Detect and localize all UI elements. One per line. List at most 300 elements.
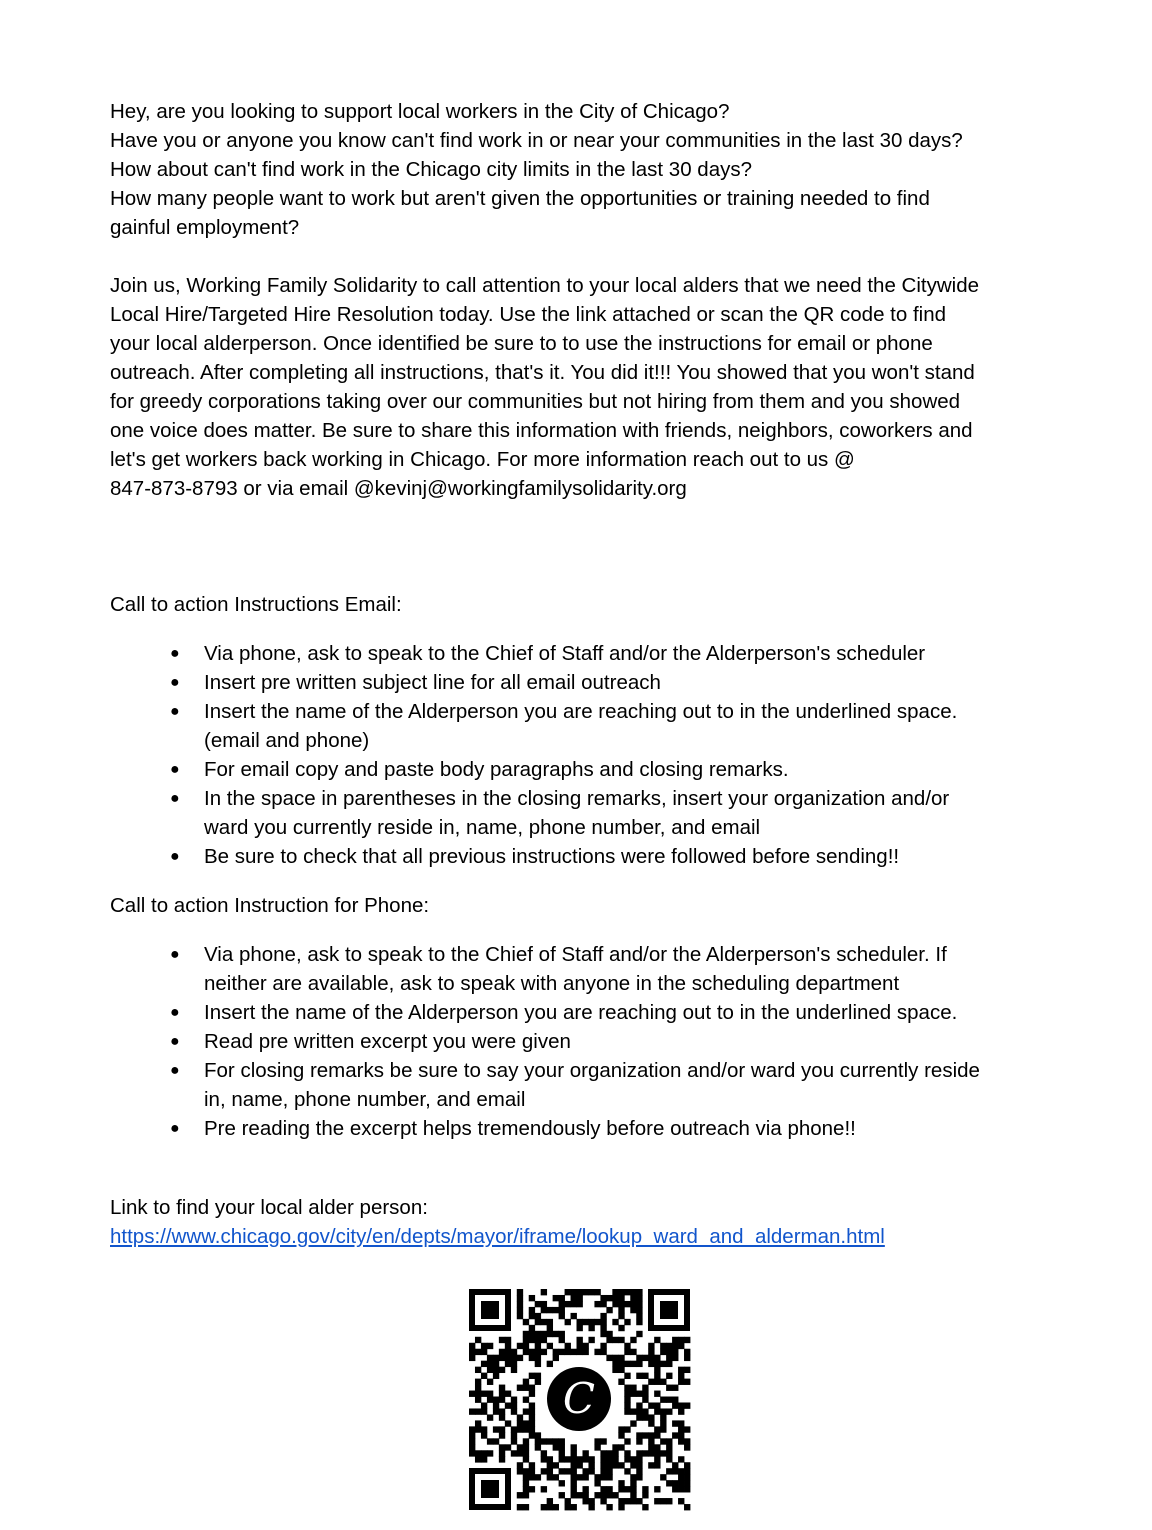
- qr-module: [517, 1307, 523, 1313]
- qr-module: [475, 1397, 481, 1403]
- qr-module: [630, 1486, 636, 1492]
- qr-module: [499, 1432, 505, 1438]
- qr-module: [559, 1492, 565, 1498]
- qr-module: [547, 1331, 553, 1337]
- qr-module: [606, 1295, 612, 1301]
- qr-module: [636, 1373, 642, 1379]
- qr-module: [618, 1432, 624, 1438]
- qr-module: [648, 1444, 654, 1450]
- intro-line: How about can't find work in the Chicago city limits in the last 30 days?: [110, 158, 753, 181]
- qr-module: [594, 1289, 600, 1295]
- qr-module: [529, 1468, 535, 1474]
- qr-module: [553, 1444, 559, 1450]
- qr-center-logo: [539, 1359, 619, 1439]
- qr-module: [678, 1420, 684, 1426]
- qr-module: [612, 1361, 618, 1367]
- qr-module: [582, 1349, 588, 1355]
- intro-paragraph: [110, 97, 1050, 242]
- qr-module: [600, 1474, 606, 1480]
- list-item-text: Read pre written excerpt you were given: [204, 1030, 571, 1053]
- qr-module: [606, 1492, 612, 1498]
- qr-module: [666, 1480, 672, 1486]
- qr-module: [571, 1492, 577, 1498]
- qr-module: [517, 1420, 523, 1426]
- qr-module: [612, 1355, 618, 1361]
- join-line: outreach. After completing all instructions, that's it. You did it!!! You showed that you won't stand: [110, 361, 975, 384]
- qr-module: [630, 1385, 636, 1391]
- list-item-text: Insert the name of the Alderperson you are reaching out to in the underlined space.: [204, 700, 958, 723]
- qr-module: [475, 1367, 481, 1373]
- qr-finder-bottom-left: [469, 1468, 511, 1510]
- bullet-icon: ●: [170, 946, 180, 963]
- qr-module: [666, 1373, 672, 1379]
- qr-module: [571, 1468, 577, 1474]
- qr-module: [523, 1379, 529, 1385]
- qr-module: [493, 1367, 499, 1373]
- qr-module: [606, 1462, 612, 1468]
- qr-module: [505, 1355, 511, 1361]
- qr-module: [535, 1319, 541, 1325]
- qr-module: [612, 1295, 618, 1301]
- qr-module: [493, 1408, 499, 1414]
- qr-module: [529, 1331, 535, 1337]
- qr-module: [612, 1337, 618, 1343]
- document-page: [110, 97, 1050, 1251]
- qr-code-image: [467, 1287, 692, 1512]
- qr-module: [624, 1391, 630, 1397]
- qr-module: [588, 1498, 594, 1504]
- qr-module: [535, 1331, 541, 1337]
- qr-module: [678, 1343, 684, 1349]
- qr-module: [624, 1373, 630, 1379]
- qr-module: [612, 1319, 618, 1325]
- qr-module: [529, 1373, 535, 1379]
- join-line: one voice does matter. Be sure to share this information with friends, neighbors, coworkers and: [110, 419, 973, 442]
- qr-module: [559, 1301, 565, 1307]
- qr-module: [487, 1361, 493, 1367]
- qr-module: [523, 1337, 529, 1343]
- qr-module: [499, 1391, 505, 1397]
- list-item: [110, 842, 1050, 871]
- qr-module: [553, 1355, 559, 1361]
- bullet-icon: ●: [170, 1062, 180, 1079]
- qr-module: [618, 1504, 624, 1510]
- qr-module: [672, 1480, 678, 1486]
- qr-module: [630, 1456, 636, 1462]
- qr-module: [469, 1391, 475, 1397]
- qr-module: [678, 1456, 684, 1462]
- qr-module: [505, 1343, 511, 1349]
- qr-module: [612, 1367, 618, 1373]
- qr-module: [481, 1373, 487, 1379]
- qr-module: [600, 1349, 606, 1355]
- qr-module: [612, 1456, 618, 1462]
- qr-module: [618, 1289, 624, 1295]
- qr-module: [469, 1408, 475, 1414]
- qr-module: [541, 1289, 547, 1295]
- qr-module: [600, 1325, 606, 1331]
- qr-module: [618, 1498, 624, 1504]
- qr-module: [618, 1307, 624, 1313]
- qr-module: [660, 1420, 666, 1426]
- qr-module: [529, 1295, 535, 1301]
- qr-module: [511, 1402, 517, 1408]
- qr-module: [594, 1444, 600, 1450]
- qr-module: [660, 1474, 666, 1480]
- qr-module: [547, 1462, 553, 1468]
- qr-module: [606, 1331, 612, 1337]
- email-instructions-list: [110, 639, 1050, 871]
- list-item-text: Insert pre written subject line for all email outreach: [204, 671, 661, 694]
- qr-module: [654, 1355, 660, 1361]
- qr-module: [618, 1313, 624, 1319]
- qr-module: [672, 1385, 678, 1391]
- qr-module: [660, 1414, 666, 1420]
- qr-module: [571, 1486, 577, 1492]
- qr-module: [648, 1462, 654, 1468]
- list-item: [110, 1027, 1050, 1056]
- qr-module: [600, 1450, 606, 1456]
- qr-module: [630, 1349, 636, 1355]
- qr-module: [666, 1385, 672, 1391]
- qr-module: [600, 1313, 606, 1319]
- qr-module: [630, 1462, 636, 1468]
- qr-module: [565, 1289, 571, 1295]
- qr-module: [582, 1468, 588, 1474]
- qr-module: [672, 1462, 678, 1468]
- bullet-icon: ●: [170, 761, 180, 778]
- qr-module: [469, 1444, 475, 1450]
- qr-module: [541, 1450, 547, 1456]
- qr-module: [481, 1402, 487, 1408]
- qr-module: [511, 1432, 517, 1438]
- qr-module: [624, 1450, 630, 1456]
- qr-module: [529, 1402, 535, 1408]
- list-item-text: For closing remarks be sure to say your organization and/or ward you currently reside: [204, 1059, 980, 1082]
- qr-module: [535, 1474, 541, 1480]
- bullet-icon: ●: [170, 848, 180, 865]
- qr-module: [654, 1408, 660, 1414]
- qr-module: [624, 1289, 630, 1295]
- qr-module: [487, 1450, 493, 1456]
- qr-module: [600, 1331, 606, 1337]
- qr-module: [499, 1456, 505, 1462]
- qr-module: [577, 1462, 583, 1468]
- qr-module: [547, 1438, 553, 1444]
- qr-module: [624, 1319, 630, 1325]
- qr-module: [588, 1462, 594, 1468]
- qr-module: [571, 1313, 577, 1319]
- qr-module: [624, 1456, 630, 1462]
- qr-module: [594, 1349, 600, 1355]
- bullet-icon: ●: [170, 1004, 180, 1021]
- qr-module: [624, 1426, 630, 1432]
- qr-module: [654, 1462, 660, 1468]
- qr-module: [660, 1379, 666, 1385]
- qr-module: [588, 1468, 594, 1474]
- list-item-text: in, name, phone number, and email: [204, 1088, 526, 1111]
- list-item-text: (email and phone): [204, 729, 370, 752]
- qr-module: [475, 1456, 481, 1462]
- qr-module: [511, 1438, 517, 1444]
- qr-module: [523, 1486, 529, 1492]
- qr-module: [559, 1456, 565, 1462]
- qr-module: [565, 1301, 571, 1307]
- qr-module: [624, 1349, 630, 1355]
- qr-module: [606, 1307, 612, 1313]
- qr-module: [499, 1367, 505, 1373]
- qr-module: [499, 1444, 505, 1450]
- qr-module: [648, 1343, 654, 1349]
- email-instructions-heading: Call to action Instructions Email:: [110, 593, 402, 616]
- qr-module: [523, 1331, 529, 1337]
- qr-module: [636, 1450, 642, 1456]
- qr-module: [577, 1325, 583, 1331]
- qr-module: [666, 1438, 672, 1444]
- qr-module: [559, 1438, 565, 1444]
- qr-module: [541, 1331, 547, 1337]
- qr-module: [660, 1438, 666, 1444]
- qr-module: [582, 1474, 588, 1480]
- qr-module: [606, 1468, 612, 1474]
- qr-module: [577, 1343, 583, 1349]
- alderperson-lookup-link[interactable]: https://www.chicago.gov/city/en/depts/mayor/iframe/lookup_ward_and_alderman.html: [110, 1225, 885, 1248]
- qr-module: [642, 1355, 648, 1361]
- qr-module: [577, 1295, 583, 1301]
- qr-module: [636, 1438, 642, 1444]
- qr-module: [547, 1498, 553, 1504]
- qr-module: [505, 1349, 511, 1355]
- qr-module: [553, 1307, 559, 1313]
- qr-module: [660, 1397, 666, 1403]
- qr-module: [529, 1313, 535, 1319]
- qr-module: [535, 1379, 541, 1385]
- qr-module: [553, 1438, 559, 1444]
- qr-module: [517, 1295, 523, 1301]
- qr-module: [654, 1456, 660, 1462]
- list-item-text: Be sure to check that all previous instructions were followed before sending!!: [204, 845, 900, 868]
- bullet-icon: ●: [170, 1033, 180, 1050]
- list-item-text: Via phone, ask to speak to the Chief of Staff and/or the Alderperson's scheduler. If: [204, 943, 947, 966]
- bullet-icon: ●: [170, 1120, 180, 1137]
- qr-module: [666, 1408, 672, 1414]
- qr-module: [630, 1295, 636, 1301]
- qr-module: [553, 1295, 559, 1301]
- qr-module: [523, 1397, 529, 1403]
- qr-module: [642, 1414, 648, 1420]
- qr-module: [630, 1408, 636, 1414]
- qr-module: [481, 1450, 487, 1456]
- qr-module: [636, 1402, 642, 1408]
- join-line: 847-873-8793 or via email @kevinj@workingfamilysolidarity.org: [110, 477, 687, 500]
- qr-module: [475, 1385, 481, 1391]
- qr-module: [577, 1349, 583, 1355]
- qr-module: [606, 1486, 612, 1492]
- qr-module: [630, 1337, 636, 1343]
- qr-module: [535, 1444, 541, 1450]
- qr-module: [541, 1456, 547, 1462]
- qr-module: [571, 1462, 577, 1468]
- qr-module: [648, 1361, 654, 1367]
- intro-line: How many people want to work but aren't given the opportunities or training needed to find: [110, 187, 930, 210]
- list-item: [110, 1056, 1050, 1114]
- qr-module: [684, 1474, 690, 1480]
- qr-module: [475, 1426, 481, 1432]
- qr-module: [565, 1456, 571, 1462]
- qr-module: [648, 1355, 654, 1361]
- qr-module: [606, 1450, 612, 1456]
- qr-module: [636, 1295, 642, 1301]
- qr-module: [636, 1319, 642, 1325]
- list-item-text: In the space in parentheses in the closing remarks, insert your organization and/or: [204, 787, 950, 810]
- qr-module: [618, 1301, 624, 1307]
- list-item: [110, 755, 1050, 784]
- qr-module: [523, 1504, 529, 1510]
- qr-module: [577, 1337, 583, 1343]
- qr-module: [475, 1349, 481, 1355]
- qr-module: [469, 1343, 475, 1349]
- qr-module: [582, 1289, 588, 1295]
- qr-module: [571, 1289, 577, 1295]
- qr-module: [618, 1325, 624, 1331]
- bullet-icon: ●: [170, 703, 180, 720]
- qr-module: [642, 1373, 648, 1379]
- qr-module: [535, 1343, 541, 1349]
- qr-module: [612, 1462, 618, 1468]
- qr-finder-top-right: [648, 1289, 690, 1331]
- qr-module: [660, 1408, 666, 1414]
- qr-module: [648, 1438, 654, 1444]
- qr-module: [565, 1498, 571, 1504]
- qr-module: [672, 1397, 678, 1403]
- qr-module: [594, 1474, 600, 1480]
- bullet-icon: ●: [170, 674, 180, 691]
- qr-module: [547, 1474, 553, 1480]
- qr-module: [648, 1379, 654, 1385]
- qr-module: [553, 1474, 559, 1480]
- qr-module: [654, 1391, 660, 1397]
- bullet-icon: ●: [170, 645, 180, 662]
- qr-module: [499, 1450, 505, 1456]
- qr-module: [535, 1373, 541, 1379]
- qr-module: [618, 1444, 624, 1450]
- qr-module: [517, 1462, 523, 1468]
- qr-module: [559, 1313, 565, 1319]
- qr-module: [672, 1486, 678, 1492]
- qr-module: [475, 1391, 481, 1397]
- qr-module: [499, 1385, 505, 1391]
- qr-module: [523, 1468, 529, 1474]
- qr-module: [529, 1426, 535, 1432]
- qr-module: [612, 1444, 618, 1450]
- qr-module: [588, 1319, 594, 1325]
- qr-module: [517, 1450, 523, 1456]
- qr-module: [499, 1426, 505, 1432]
- qr-module: [565, 1349, 571, 1355]
- qr-module: [642, 1504, 648, 1510]
- qr-module: [582, 1486, 588, 1492]
- qr-module: [517, 1355, 523, 1361]
- qr-module: [475, 1408, 481, 1414]
- qr-module: [630, 1492, 636, 1498]
- qr-module: [505, 1420, 511, 1426]
- qr-module: [624, 1438, 630, 1444]
- qr-module: [684, 1337, 690, 1343]
- qr-module: [678, 1373, 684, 1379]
- qr-module: [582, 1319, 588, 1325]
- qr-module: [654, 1337, 660, 1343]
- qr-module: [684, 1379, 690, 1385]
- qr-module: [594, 1319, 600, 1325]
- qr-module: [511, 1426, 517, 1432]
- qr-module: [678, 1426, 684, 1432]
- qr-module: [559, 1295, 565, 1301]
- qr-module: [541, 1319, 547, 1325]
- qr-module: [582, 1343, 588, 1349]
- qr-module: [571, 1295, 577, 1301]
- qr-module: [565, 1319, 571, 1325]
- qr-module: [636, 1414, 642, 1420]
- qr-module: [577, 1492, 583, 1498]
- qr-module: [636, 1456, 642, 1462]
- qr-module: [630, 1480, 636, 1486]
- qr-module: [636, 1468, 642, 1474]
- qr-module: [469, 1450, 475, 1456]
- qr-module: [600, 1295, 606, 1301]
- qr-module: [630, 1474, 636, 1480]
- qr-module: [517, 1504, 523, 1510]
- qr-module: [678, 1498, 684, 1504]
- qr-module: [529, 1385, 535, 1391]
- qr-module: [666, 1397, 672, 1403]
- qr-logo-letter: C: [562, 1374, 596, 1423]
- qr-module: [523, 1420, 529, 1426]
- qr-module: [481, 1432, 487, 1438]
- qr-module: [541, 1504, 547, 1510]
- join-paragraph: [110, 271, 1050, 503]
- qr-module: [678, 1486, 684, 1492]
- qr-module: [571, 1474, 577, 1480]
- qr-module: [600, 1492, 606, 1498]
- qr-module: [600, 1301, 606, 1307]
- join-line: your local alderperson. Once identified be sure to to use the instructions for email or phone: [110, 332, 933, 355]
- qr-module: [648, 1450, 654, 1456]
- qr-module: [672, 1402, 678, 1408]
- qr-module: [505, 1361, 511, 1367]
- qr-module: [547, 1325, 553, 1331]
- qr-module: [511, 1361, 517, 1367]
- qr-module: [642, 1450, 648, 1456]
- qr-module: [523, 1474, 529, 1480]
- qr-module: [487, 1367, 493, 1373]
- qr-module: [541, 1486, 547, 1492]
- qr-module: [529, 1420, 535, 1426]
- qr-module: [571, 1504, 577, 1510]
- qr-module: [499, 1397, 505, 1403]
- qr-module: [618, 1486, 624, 1492]
- qr-module: [660, 1343, 666, 1349]
- qr-module: [571, 1444, 577, 1450]
- qr-module: [517, 1414, 523, 1420]
- qr-module: [529, 1408, 535, 1414]
- join-line: let's get workers back working in Chicago. For more information reach out to us @: [110, 448, 855, 471]
- qr-module: [684, 1504, 690, 1510]
- qr-module: [547, 1361, 553, 1367]
- qr-module: [684, 1462, 690, 1468]
- qr-module: [612, 1450, 618, 1456]
- qr-module: [481, 1361, 487, 1367]
- qr-module: [630, 1307, 636, 1313]
